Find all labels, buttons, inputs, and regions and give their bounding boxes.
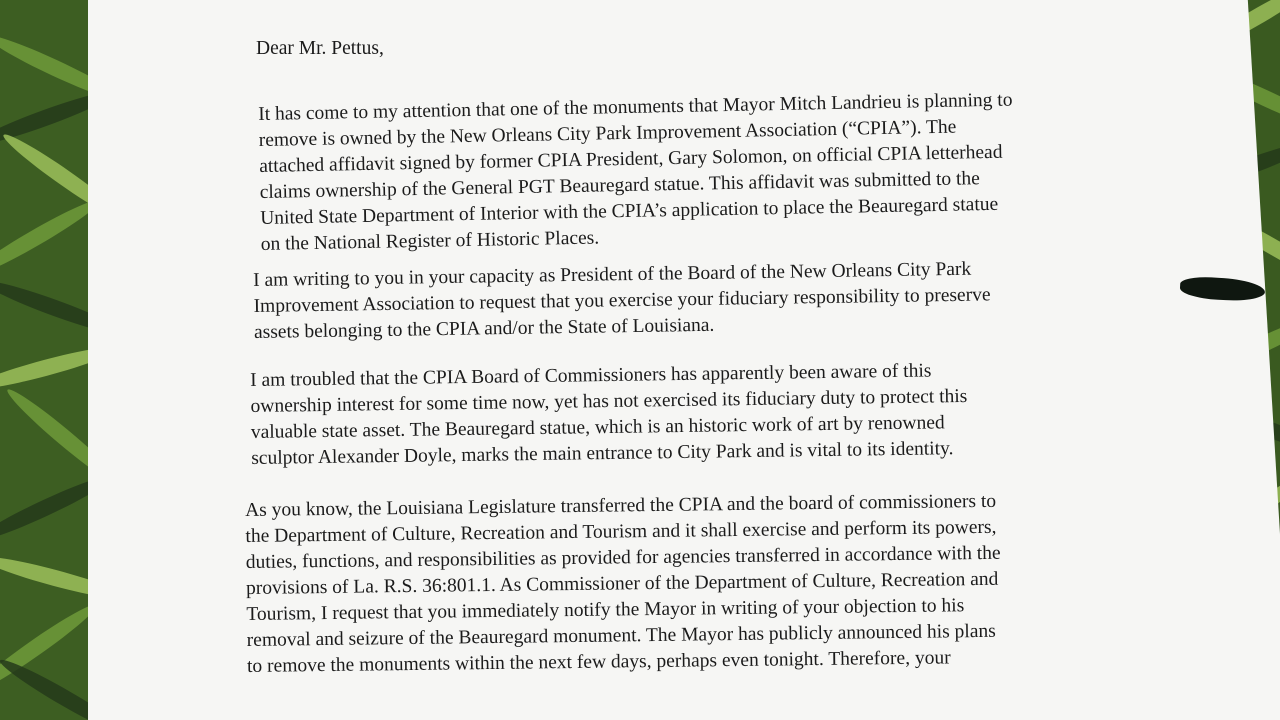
text-line: As you know, the Louisiana Legislature transferred the CPIA and the board of commissioners to bbox=[245, 490, 997, 521]
text-line: Improvement Association to request that you exercise your fiduciary responsibility to preserve bbox=[253, 284, 991, 317]
text-line: I am troubled that the CPIA Board of Commissioners has apparently been aware of this bbox=[250, 360, 932, 391]
text-line: attached affidavit signed by former CPIA President, Gary Solomon, on official CPIA letterhead bbox=[259, 141, 1003, 177]
text-line: removal and seizure of the Beauregard monument. The Mayor has publicly announced his plans bbox=[246, 620, 996, 651]
text-line: to remove the monuments within the next few days, perhaps even tonight. Therefore, your bbox=[246, 647, 951, 677]
text-line: It has come to my attention that one of the monuments that Mayor Mitch Landrieu is planning to bbox=[258, 89, 1013, 125]
salutation: Dear Mr. Pettus, bbox=[256, 38, 384, 59]
text-line: ownership interest for some time now, yet has not exercised its fiduciary duty to protect this bbox=[250, 385, 968, 417]
paragraph-concern bbox=[250, 358, 968, 472]
paragraph-request bbox=[253, 256, 991, 346]
text-line: claims ownership of the General PGT Beauregard statue. This affidavit was submitted to the bbox=[259, 168, 981, 203]
text-line: duties, functions, and responsibilities as provided for agencies transferred in accordance with the bbox=[245, 542, 1001, 573]
text-line: remove is owned by the New Orleans City Park Improvement Association (“CPIA”). The bbox=[258, 116, 957, 151]
text-line: assets belonging to the CPIA and/or the State of Louisiana. bbox=[253, 314, 715, 343]
text-line: I am writing to you in your capacity as President of the Board of the New Orleans City Park bbox=[253, 258, 972, 291]
text-line: on the National Register of Historic Places. bbox=[260, 227, 600, 255]
text-line: United State Department of Interior with the CPIA’s application to place the Beauregard statue bbox=[260, 193, 999, 229]
paragraph-ownership bbox=[258, 88, 1015, 258]
text-line: Tourism, I request that you immediately notify the Mayor in writing of your objection to his bbox=[246, 595, 965, 625]
text-line: the Department of Culture, Recreation and Tourism and it shall exercise and perform its powers, bbox=[245, 516, 997, 547]
paragraph-legislature bbox=[245, 489, 1002, 680]
text-line: sculptor Alexander Doyle, marks the main entrance to City Park and is vital to its identity. bbox=[251, 438, 954, 469]
text-line: provisions of La. R.S. 36:801.1. As Commissioner of the Department of Culture, Recreation and bbox=[245, 568, 999, 599]
text-line: valuable state asset. The Beauregard statue, which is an historic work of art by renowned bbox=[250, 412, 945, 443]
